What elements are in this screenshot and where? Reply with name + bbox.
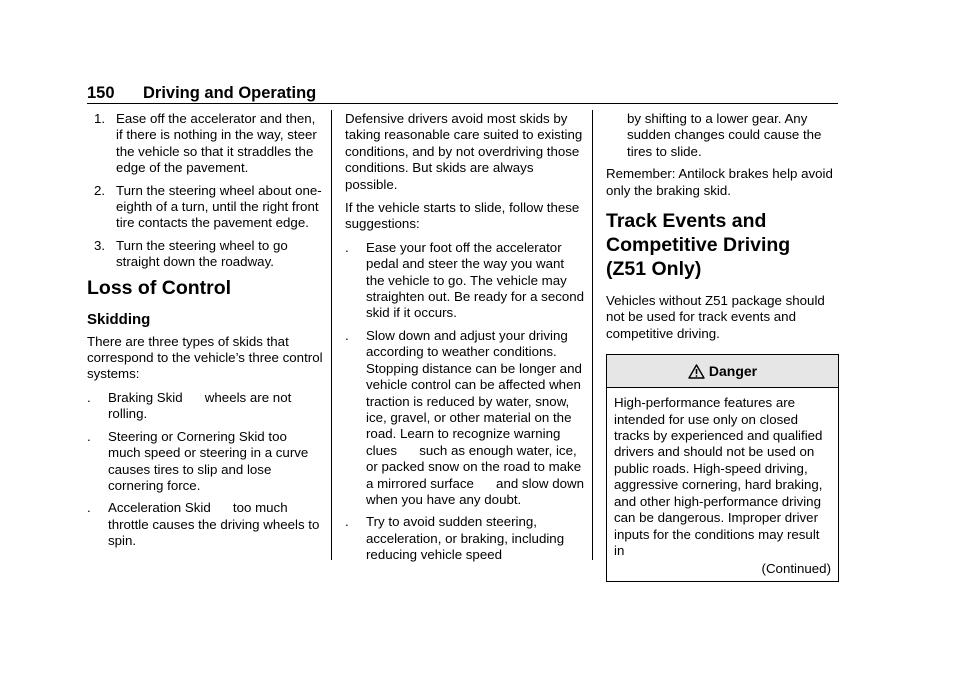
bullet-text: Braking Skid wheels are not rolling. — [108, 389, 292, 422]
step-number: 3. — [94, 237, 106, 253]
list-item — [345, 514, 585, 563]
z51-paragraph: Vehicles without Z51 package should not be used for track events and competitive driving. — [606, 293, 825, 341]
danger-header — [607, 355, 838, 388]
list-item — [345, 328, 585, 508]
step-text: Turn the steering wheel about one-eighth of a turn, until the right front tire contacts the pavement edge. — [116, 182, 322, 231]
bullet-text: Acceleration Skid too much throttle causes the driving wheels to spin. — [108, 500, 320, 549]
column-3 — [606, 111, 840, 582]
step-item — [87, 183, 323, 232]
list-item — [87, 390, 323, 423]
skidding-subheading: Skidding — [87, 310, 151, 328]
bullet-text: Slow down and adjust your driving according to weather conditions. Stopping distance can be longer and vehicle control can be affected when traction is reduced by water, snow, ice, gravel, or other material on the road. Learn to recognize warning clues such as enough water, ice, or packed snow on the road to make a mirrored surface and slow down when you have any doubt. — [366, 327, 585, 507]
step-text: Turn the steering wheel to go straight down the roadway. — [116, 237, 288, 270]
heading-line: (Z51 Only) — [606, 258, 702, 281]
step-number: 2. — [94, 182, 106, 198]
bullet-mark: . — [345, 239, 349, 255]
page-number: 150 — [87, 84, 115, 102]
bullet-mark: . — [345, 514, 349, 530]
list-item — [87, 500, 323, 549]
loss-of-control-heading: Loss of Control — [87, 276, 232, 299]
defensive-drivers-paragraph: Defensive drivers avoid most skids by taking reasonable care suited to existing conditions, and by not overdriving those conditions. But skids are always possible. — [345, 111, 583, 192]
column-divider-2 — [592, 110, 593, 560]
danger-title: Danger — [708, 363, 758, 380]
step-item — [87, 111, 323, 177]
bullet-text: Try to avoid sudden steering, acceleration, or braking, including reducing vehicle speed — [366, 514, 565, 563]
step-item — [87, 238, 323, 271]
heading-line: Track Events and — [606, 210, 767, 233]
header-divider — [87, 103, 838, 104]
section-title: Driving and Operating — [143, 84, 317, 102]
bullet-mark: . — [87, 428, 91, 444]
suggestions-intro: If the vehicle starts to slide, follow these suggestions: — [345, 200, 580, 232]
column-1 — [87, 111, 323, 556]
list-item — [87, 429, 323, 495]
bullet-mark: . — [87, 500, 91, 516]
bullet-mark: . — [87, 389, 91, 405]
danger-text: High-performance features are intended for use only on closed tracks by experienced and qualified drivers and should not be used on public roads. High-speed driving, aggressive cornering, hard braking, and other high-performance driving can be dangerous. Improper driver inputs for the conditions may result in — [614, 395, 823, 558]
step-number: 1. — [94, 111, 106, 126]
bullet-text: Steering or Cornering Skid too much speed or steering in a curve causes tires to slip and lose cornering force. — [108, 428, 309, 493]
remember-paragraph: Remember: Antilock brakes help avoid only the braking skid. — [606, 166, 833, 198]
danger-callout — [606, 354, 839, 581]
heading-line: Competitive Driving — [606, 234, 791, 257]
bullet-mark: . — [345, 327, 349, 343]
page-header — [87, 83, 838, 105]
bullet-continuation: by shifting to a lower gear. Any sudden changes could cause the tires to slide. — [627, 111, 822, 159]
list-item — [345, 240, 585, 322]
continued-label: (Continued) — [761, 561, 831, 577]
warning-triangle-icon — [688, 364, 705, 379]
step-text: Ease off the accelerator and then, if there is nothing in the way, steer the vehicle so that it straddles the edge of the pavement. — [116, 111, 317, 176]
column-divider-1 — [331, 110, 332, 560]
column-2 — [345, 111, 585, 570]
bullet-text: Ease your foot off the accelerator pedal and steer the way you want the vehicle to go. The vehicle may straighten out. Be ready for a second skid if it occurs. — [366, 239, 585, 321]
skid-types-intro: There are three types of skids that correspond to the vehicle’s three control systems: — [87, 333, 323, 382]
track-events-heading — [606, 209, 840, 281]
